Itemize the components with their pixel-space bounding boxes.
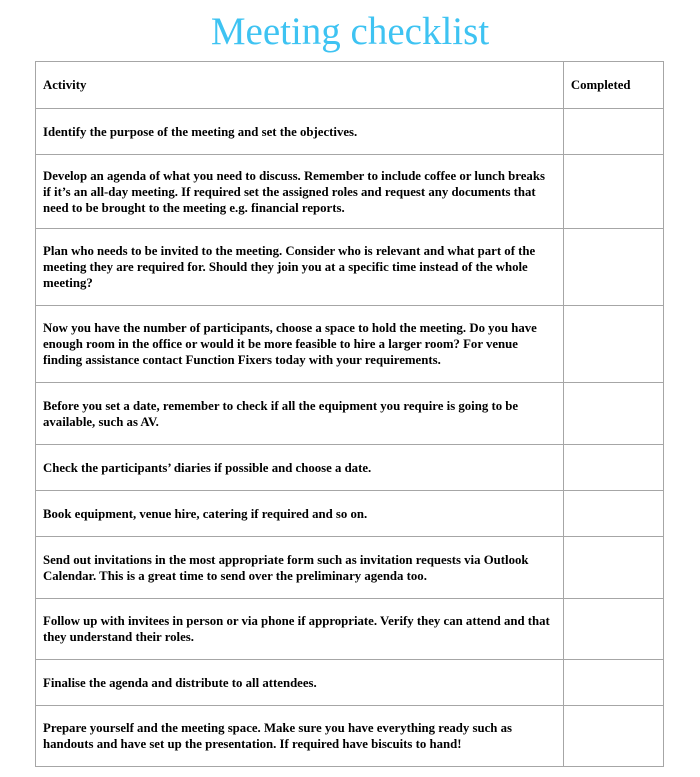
completed-cell[interactable]: [563, 155, 663, 229]
completed-cell[interactable]: [563, 109, 663, 155]
activity-cell: Identify the purpose of the meeting and set the objectives.: [36, 109, 564, 155]
checklist-table: [35, 61, 664, 767]
table-row: [36, 229, 664, 306]
table-row: [36, 383, 664, 445]
table-header-row: [36, 62, 664, 109]
completed-cell[interactable]: [563, 383, 663, 445]
page-title: Meeting checklist: [210, 10, 490, 53]
completed-cell[interactable]: [563, 706, 663, 767]
table-row: [36, 306, 664, 383]
table-row: [36, 155, 664, 229]
table-row: [36, 660, 664, 706]
table-row: [36, 599, 664, 660]
completed-cell[interactable]: [563, 599, 663, 660]
activity-cell: Before you set a date, remember to check if all the equipment you require is going to be available, such as AV.: [36, 383, 564, 445]
table-row: [36, 537, 664, 599]
activity-cell: Develop an agenda of what you need to discuss. Remember to include coffee or lunch breaks if it’s an all-day meeting. If required set the assigned roles and request any documents that need to be brought to the meeting e.g. financial reports.: [36, 155, 564, 229]
activity-cell: Finalise the agenda and distribute to all attendees.: [36, 660, 564, 706]
table-row: [36, 109, 664, 155]
completed-column-header: Completed: [563, 62, 663, 109]
completed-cell[interactable]: [563, 537, 663, 599]
activity-cell: Check the participants’ diaries if possible and choose a date.: [36, 445, 564, 491]
completed-cell[interactable]: [563, 491, 663, 537]
completed-cell[interactable]: [563, 445, 663, 491]
activity-cell: Plan who needs to be invited to the meeting. Consider who is relevant and what part of the meeting they are required for. Should they join you at a specific time instead of the whole meeting?: [36, 229, 564, 306]
completed-cell[interactable]: [563, 306, 663, 383]
table-row: [36, 491, 664, 537]
table-row: [36, 706, 664, 767]
activity-column-header: Activity: [36, 62, 564, 109]
activity-cell: Book equipment, venue hire, catering if required and so on.: [36, 491, 564, 537]
activity-cell: Prepare yourself and the meeting space. Make sure you have everything ready such as handouts and have set up the presentation. If required have biscuits to hand!: [36, 706, 564, 767]
table-row: [36, 445, 664, 491]
completed-cell[interactable]: [563, 229, 663, 306]
activity-cell: Follow up with invitees in person or via phone if appropriate. Verify they can attend and that they understand their roles.: [36, 599, 564, 660]
activity-cell: Send out invitations in the most appropriate form such as invitation requests via Outlook Calendar. This is a great time to send over the preliminary agenda too.: [36, 537, 564, 599]
completed-cell[interactable]: [563, 660, 663, 706]
activity-cell: Now you have the number of participants, choose a space to hold the meeting. Do you have enough room in the office or would it be more feasible to hire a larger room? For venue finding assistance contact Function Fixers today with your requirements.: [36, 306, 564, 383]
